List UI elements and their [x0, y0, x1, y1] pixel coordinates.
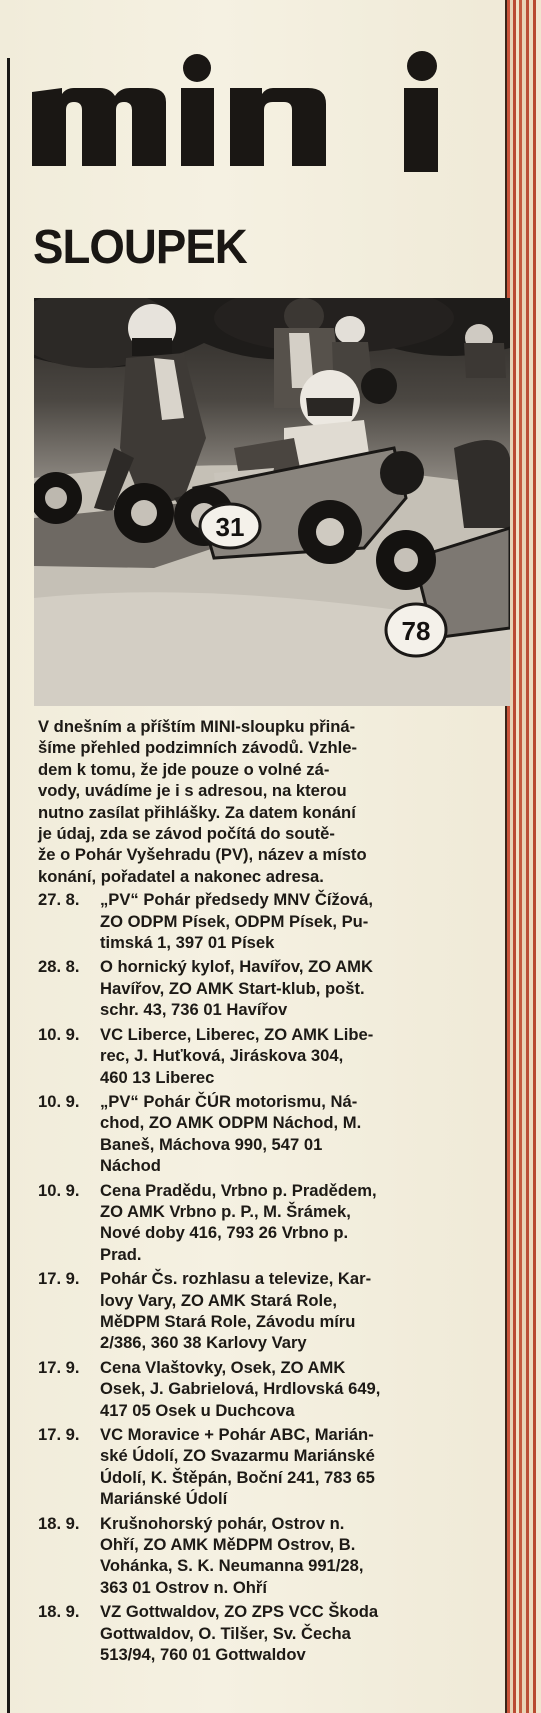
event-detail-line: Gottwaldov, O. Tilšer, Sv. Čecha	[100, 1623, 351, 1643]
event-detail-line: Vohánka, S. K. Neumanna 991/28,	[100, 1556, 364, 1576]
kart-number-78: 78	[401, 616, 431, 646]
event-details	[100, 1091, 478, 1177]
event-detail-line: timská 1, 397 01 Písek	[100, 933, 275, 953]
article-text	[38, 716, 478, 1668]
event-detail-line: VZ Gottwaldov, ZO ZPS VCC Škoda	[100, 1602, 379, 1622]
event-detail-line: ZO ODPM Písek, ODPM Písek, Pu-	[100, 911, 369, 931]
event-details	[100, 1601, 478, 1665]
event-item	[38, 1180, 478, 1266]
event-detail-line: Nové doby 416, 793 26 Vrbno p.	[100, 1223, 349, 1243]
event-item	[38, 889, 478, 953]
event-detail-line: 460 13 Liberec	[100, 1067, 215, 1087]
event-detail-line: schr. 43, 736 01 Havířov	[100, 1000, 288, 1020]
event-details	[100, 889, 478, 953]
event-details	[100, 1513, 478, 1599]
event-details	[100, 1424, 478, 1510]
event-detail-line: Krušnohorský pohár, Ostrov n.	[100, 1513, 345, 1533]
event-detail-line: „PV“ Pohár předsedy MNV Čížová,	[100, 890, 373, 910]
event-details	[100, 956, 478, 1020]
event-detail-line: Ohří, ZO AMK MěDPM Ostrov, B.	[100, 1535, 356, 1555]
event-detail-line: O hornický kylof, Havířov, ZO AMK	[100, 957, 373, 977]
event-date: 18. 9.	[38, 1513, 80, 1533]
event-date: 27. 8.	[38, 890, 80, 910]
event-item	[38, 1513, 478, 1599]
intro-line: konání, pořadatel a nakonec adresa.	[38, 866, 324, 886]
event-detail-line: MěDPM Stará Role, Závodu míru	[100, 1311, 356, 1331]
event-detail-line: Mariánské Údolí	[100, 1489, 228, 1509]
event-item	[38, 1424, 478, 1510]
event-date: 28. 8.	[38, 957, 80, 977]
event-detail-line: rec, J. Huťková, Jiráskova 304,	[100, 1046, 344, 1066]
event-detail-line: Cena Vlaštovky, Osek, ZO AMK	[100, 1357, 346, 1377]
event-detail-line: Havířov, ZO AMK Start-klub, pošt.	[100, 978, 365, 998]
kart-number-31: 31	[215, 512, 245, 542]
event-details	[100, 1268, 478, 1354]
event-date: 17. 9.	[38, 1269, 80, 1289]
event-detail-line: „PV“ Pohár ČÚR motorismu, Ná-	[100, 1091, 358, 1111]
event-detail-line: 417 05 Osek u Duchcova	[100, 1400, 295, 1420]
event-date: 17. 9.	[38, 1425, 80, 1444]
intro-line: že o Pohár Vyšehradu (PV), název a místo	[38, 845, 367, 865]
column-subtitle: SLOUPEK	[33, 221, 247, 274]
intro-line: vody, uvádíme je i s adresou, na kterou	[38, 781, 347, 801]
event-item	[38, 1601, 478, 1665]
mini-logo	[30, 48, 460, 172]
event-detail-line: Prad.	[100, 1244, 142, 1264]
event-item	[38, 1357, 478, 1421]
event-detail-line: ZO AMK Vrbno p. P., M. Šrámek,	[100, 1201, 351, 1221]
intro-line: šíme přehled podzimních závodů. Vzhle-	[38, 738, 358, 758]
event-detail-line: 363 01 Ostrov n. Ohří	[100, 1577, 267, 1597]
event-date: 10. 9.	[38, 1180, 80, 1200]
event-detail-line: 2/386, 360 38 Karlovy Vary	[100, 1333, 307, 1353]
event-item	[38, 1091, 478, 1177]
event-details	[100, 1024, 478, 1088]
event-list	[38, 889, 478, 1665]
event-date: 18. 9.	[38, 1602, 80, 1622]
event-item	[38, 956, 478, 1020]
event-detail-line: ské Údolí, ZO Svazarmu Mariánské	[100, 1446, 375, 1466]
left-column-rule	[7, 58, 10, 1713]
event-date: 10. 9.	[38, 1024, 80, 1044]
karting-photo	[34, 298, 510, 706]
page-edge-binding	[505, 0, 541, 1713]
event-detail-line: Pohár Čs. rozhlasu a televize, Kar-	[100, 1269, 372, 1289]
intro-line: je údaj, zda se závod počítá do soutě-	[38, 824, 335, 844]
intro-line: V dnešním a příštím MINI-sloupku přiná-	[38, 717, 356, 736]
event-detail-line: Baneš, Máchova 990, 547 01	[100, 1134, 323, 1154]
event-detail-line: Cena Pradědu, Vrbno p. Pradědem,	[100, 1180, 377, 1200]
event-detail-line: VC Moravice + Pohár ABC, Marián-	[100, 1425, 374, 1444]
event-date: 10. 9.	[38, 1091, 80, 1111]
event-detail-line: Osek, J. Gabrielová, Hrdlovská 649,	[100, 1379, 381, 1399]
event-detail-line: VC Liberce, Liberec, ZO AMK Libe-	[100, 1024, 374, 1044]
event-details	[100, 1180, 478, 1266]
event-detail-line: 513/94, 760 01 Gottwaldov	[100, 1645, 306, 1665]
event-detail-line: Náchod	[100, 1156, 161, 1176]
event-detail-line: Údolí, K. Štěpán, Boční 241, 783 65	[100, 1467, 375, 1487]
event-date: 17. 9.	[38, 1357, 80, 1377]
event-detail-line: chod, ZO AMK ODPM Náchod, M.	[100, 1113, 362, 1133]
event-detail-line: lovy Vary, ZO AMK Stará Role,	[100, 1290, 337, 1310]
intro-line: dem k tomu, že jde pouze o volné zá-	[38, 759, 330, 779]
event-item	[38, 1024, 478, 1088]
intro-line: nutno zasílat přihlášky. Za datem konání	[38, 802, 356, 822]
intro-paragraph	[38, 716, 478, 887]
event-details	[100, 1357, 478, 1421]
event-item	[38, 1268, 478, 1354]
